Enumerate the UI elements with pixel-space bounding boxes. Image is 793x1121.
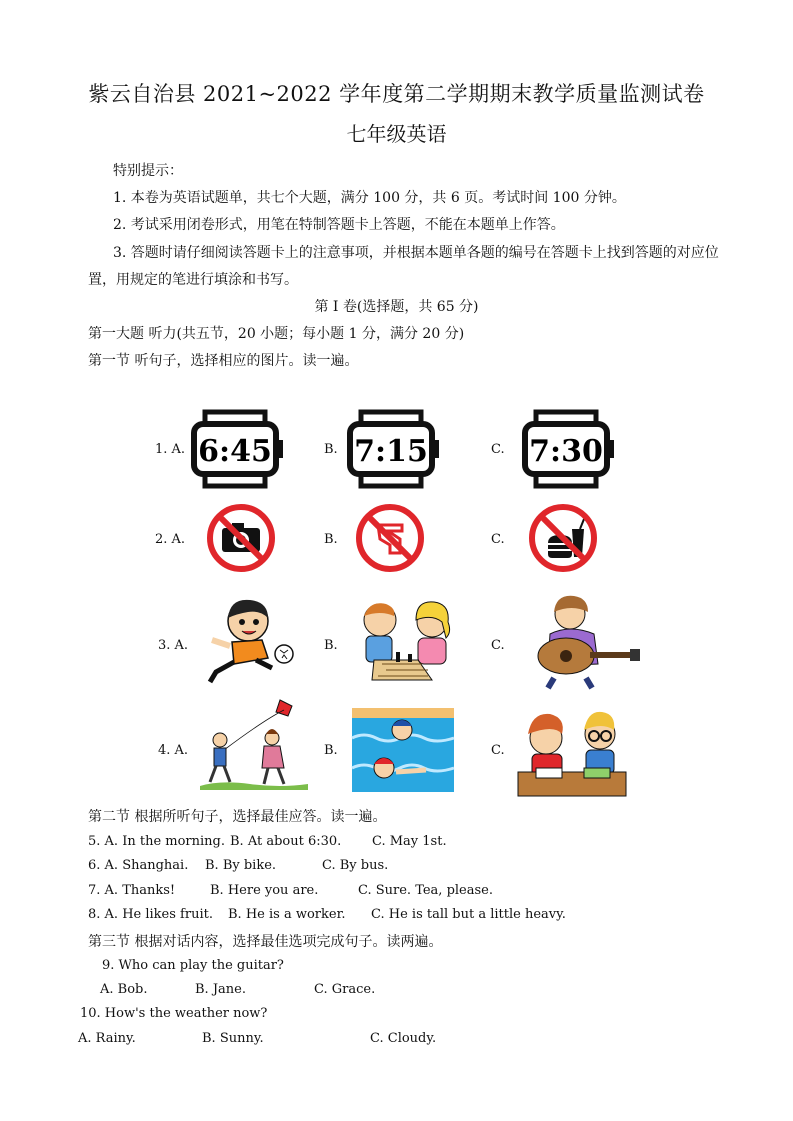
q7-c: C. Sure. Tea, please.	[358, 883, 493, 898]
q9-a: A. Bob.	[100, 982, 148, 997]
q7-b: B. Here you are.	[210, 883, 319, 898]
q3-c-label: C.	[491, 638, 505, 653]
watch-icon-730	[521, 410, 621, 490]
exam-title: 紫云自治县 2021~2022 学年度第二学期期末教学质量监测试卷	[88, 82, 705, 106]
q10-b: B. Sunny.	[202, 1031, 264, 1046]
watch-icon-645	[190, 410, 290, 490]
q10-stem: 10. How's the weather now?	[80, 1006, 268, 1021]
q6-c: C. By bus.	[322, 858, 389, 873]
q2-b-label: B.	[324, 532, 338, 547]
q5-c: C. May 1st.	[372, 834, 447, 849]
notice-item-2: 2. 考试采用闭卷形式，用笔在特制答题卡上答题，不能在本题单上作答。	[113, 217, 565, 233]
no-camera-icon	[206, 503, 276, 573]
kids-chess-image	[352, 598, 460, 686]
q2-label: 2. A.	[155, 532, 186, 547]
sub-section-2: 第二节 根据所听句子，选择最佳应答。读一遍。	[88, 809, 387, 825]
notice-item-1: 1. 本卷为英语试题单，共七个大题，满分 100 分，共 6 页。考试时间 100 分钟。	[113, 190, 626, 206]
kids-swimming-image	[352, 708, 454, 792]
q1-b-label: B.	[324, 442, 338, 457]
q3-b-label: B.	[324, 638, 338, 653]
watch-time-c: 7:30	[529, 434, 603, 469]
q5-b: B. At about 6:30.	[230, 834, 342, 849]
q8-b: B. He is a worker.	[228, 907, 346, 922]
q4-b-label: B.	[324, 743, 338, 758]
section-title: 第 I 卷(选择题，共 65 分)	[314, 299, 479, 315]
no-food-drink-icon	[528, 503, 598, 573]
q8-c: C. He is tall but a little heavy.	[371, 907, 566, 922]
no-smoking-icon	[355, 503, 425, 573]
q9-b: B. Jane.	[195, 982, 246, 997]
boy-soccer-image	[196, 596, 296, 691]
q2-c-label: C.	[491, 532, 505, 547]
notice-heading: 特别提示：	[113, 163, 183, 179]
sub-section-3: 第三节 根据对话内容，选择最佳选项完成句子。读两遍。	[88, 934, 443, 950]
q10-a: A. Rainy.	[78, 1031, 136, 1046]
q1-label: 1. A.	[155, 442, 186, 457]
q4-label: 4. A.	[158, 743, 189, 758]
boy-guitar-image	[530, 594, 642, 690]
q10-c: C. Cloudy.	[370, 1031, 437, 1046]
kids-homework-image	[518, 708, 626, 796]
kids-kite-image	[200, 696, 308, 792]
q4-c-label: C.	[491, 743, 505, 758]
q5-a: 5. A. In the morning.	[88, 834, 225, 849]
q8-a: 8. A. He likes fruit.	[88, 907, 213, 922]
notice-item-3-cont: 置，用规定的笔进行填涂和书写。	[88, 272, 298, 288]
q3-label: 3. A.	[158, 638, 189, 653]
part-heading: 第一大题 听力(共五节，20 小题；每小题 1 分，满分 20 分)	[88, 326, 465, 342]
watch-time-b: 7:15	[354, 434, 428, 469]
q1-c-label: C.	[491, 442, 505, 457]
watch-time-a: 6:45	[198, 434, 272, 469]
q6-b: B. By bike.	[205, 858, 277, 873]
q7-a: 7. A. Thanks!	[88, 883, 176, 898]
q9-stem: 9. Who can play the guitar?	[102, 958, 284, 973]
exam-subtitle: 七年级英语	[346, 122, 447, 146]
q6-a: 6. A. Shanghai.	[88, 858, 189, 873]
q9-c: C. Grace.	[314, 982, 376, 997]
notice-item-3: 3. 答题时请仔细阅读答题卡上的注意事项，并根据本题单各题的编号在答题卡上找到答题的对应位	[113, 245, 719, 261]
sub-section-1: 第一节 听句子，选择相应的图片。读一遍。	[88, 353, 359, 369]
watch-icon-715	[346, 410, 446, 490]
